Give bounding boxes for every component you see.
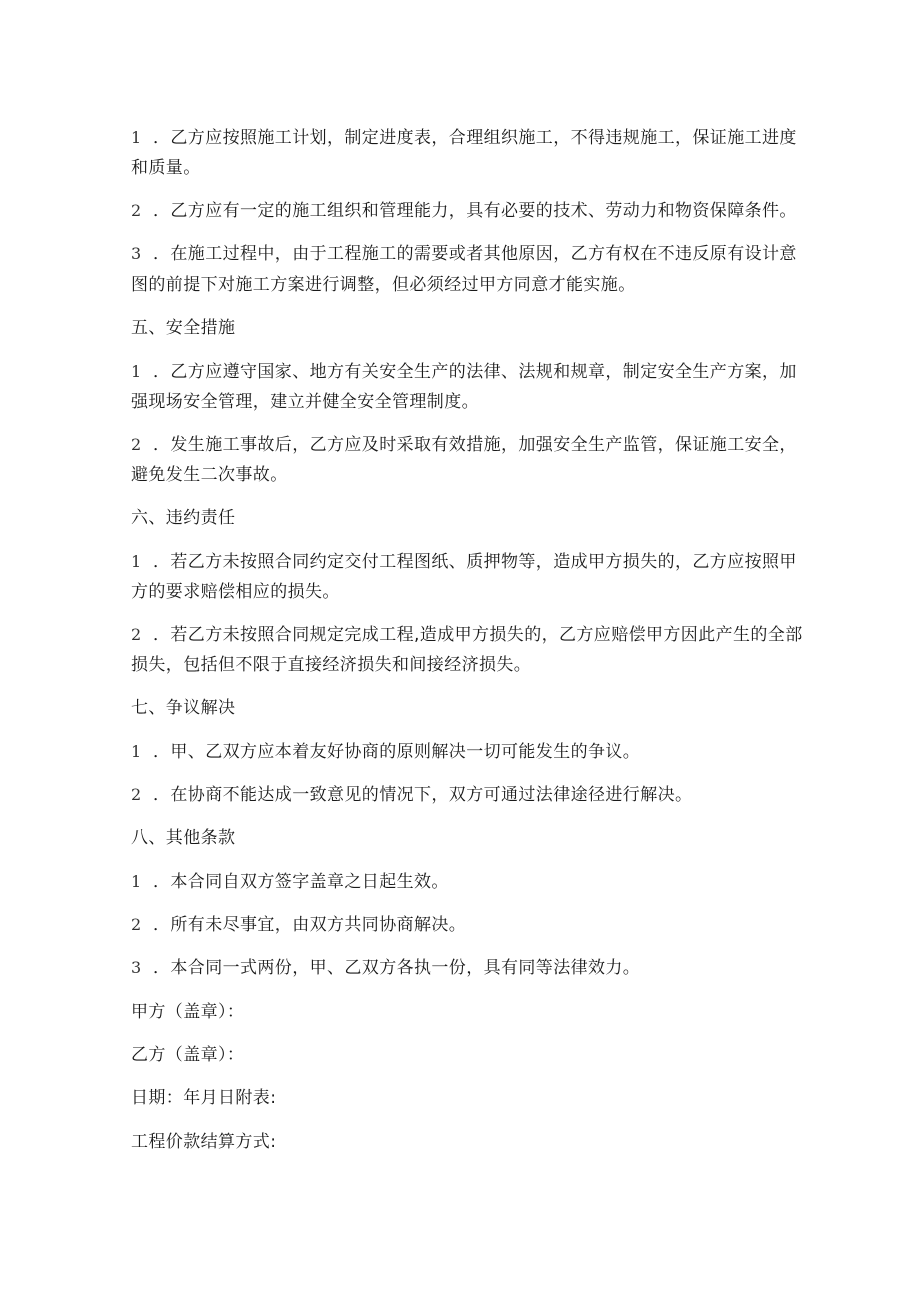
clause-4-1-line-2: 和质量。 (131, 158, 201, 178)
clause-4-2-line-1 (131, 200, 797, 222)
clause-number: 2 (131, 785, 142, 804)
clause-number: 1 (131, 362, 142, 381)
clause-5-1-line-1 (131, 361, 797, 383)
clause-8-1-line-1 (131, 871, 449, 893)
clause-number: 2 (131, 625, 142, 644)
clause-text: ．乙方应遵守国家、地方有关安全生产的法律、法规和规章，制定安全生产方案，加 (153, 362, 797, 382)
clause-6-2-line-1 (131, 624, 803, 646)
clause-6-1-line-2: 方的要求赔偿相应的损失。 (131, 582, 340, 602)
clause-text: ．发生施工事故后，乙方应及时采取有效措施，加强安全生产监管，保证施工安全， (153, 435, 797, 455)
clause-text: ．若乙方未按照合同约定交付工程图纸、质押物等，造成甲方损失的，乙方应按照甲 (153, 552, 797, 572)
clause-text: ．若乙方未按照合同规定完成工程,造成甲方损失的，乙方应赔偿甲方因此产生的全部 (153, 625, 803, 645)
clause-text: ．乙方应按照施工计划，制定进度表，合理组织施工，不得违规施工，保证施工进度 (153, 128, 797, 148)
party-a-seal: 甲方（盖章）： (131, 1002, 245, 1022)
clause-number: 1 (131, 128, 142, 147)
clause-6-2-line-2: 损失，包括但不限于直接经济损失和间接经济损失。 (131, 655, 532, 675)
clause-4-3-line-1 (131, 243, 797, 265)
section-heading-dispute: 七、争议解决 (131, 698, 236, 718)
clause-text: ．本合同一式两份，甲、乙双方各执一份，具有同等法律效力。 (153, 958, 641, 978)
clause-number: 3 (131, 958, 142, 977)
party-b-seal: 乙方（盖章）： (131, 1045, 245, 1065)
clause-text: ．本合同自双方签字盖章之日起生效。 (153, 872, 449, 892)
clause-7-1-line-1 (131, 741, 640, 763)
clause-8-2-line-1 (131, 914, 466, 936)
clause-number: 2 (131, 201, 142, 220)
clause-text: ．乙方应有一定的施工组织和管理能力，具有必要的技术、劳动力和物资保障条件。 (153, 201, 797, 221)
clause-7-2-line-1 (131, 784, 692, 806)
clause-5-2-line-1 (131, 434, 797, 456)
clause-4-1-line-1 (131, 127, 797, 149)
clause-text: ．在协商不能达成一致意见的情况下，双方可通过法律途径进行解决。 (153, 785, 693, 805)
clause-text: ．所有未尽事宜，由双方共同协商解决。 (153, 915, 467, 935)
settlement-method: 工程价款结算方式: (131, 1132, 277, 1152)
clause-number: 1 (131, 742, 142, 761)
clause-5-1-line-2: 强现场安全管理，建立并健全安全管理制度。 (131, 392, 479, 412)
clause-6-1-line-1 (131, 551, 797, 573)
clause-4-3-line-2: 图的前提下对施工方案进行调整，但必须经过甲方同意才能实施。 (131, 275, 636, 295)
clause-number: 2 (131, 915, 142, 934)
clause-number: 2 (131, 435, 142, 454)
clause-number: 3 (131, 244, 142, 263)
clause-text: ．在施工过程中，由于工程施工的需要或者其他原因，乙方有权在不违反原有设计意 (153, 244, 797, 264)
clause-8-3-line-1 (131, 957, 640, 979)
date-line: 日期：年月日附表: (131, 1088, 277, 1108)
clause-number: 1 (131, 552, 142, 571)
section-heading-liability: 六、违约责任 (131, 508, 236, 528)
clause-number: 1 (131, 872, 142, 891)
section-heading-safety: 五、安全措施 (131, 318, 236, 338)
section-heading-other: 八、其他条款 (131, 828, 236, 848)
clause-5-2-line-2: 避免发生二次事故。 (131, 465, 288, 485)
clause-text: ．甲、乙双方应本着友好协商的原则解决一切可能发生的争议。 (153, 742, 641, 762)
